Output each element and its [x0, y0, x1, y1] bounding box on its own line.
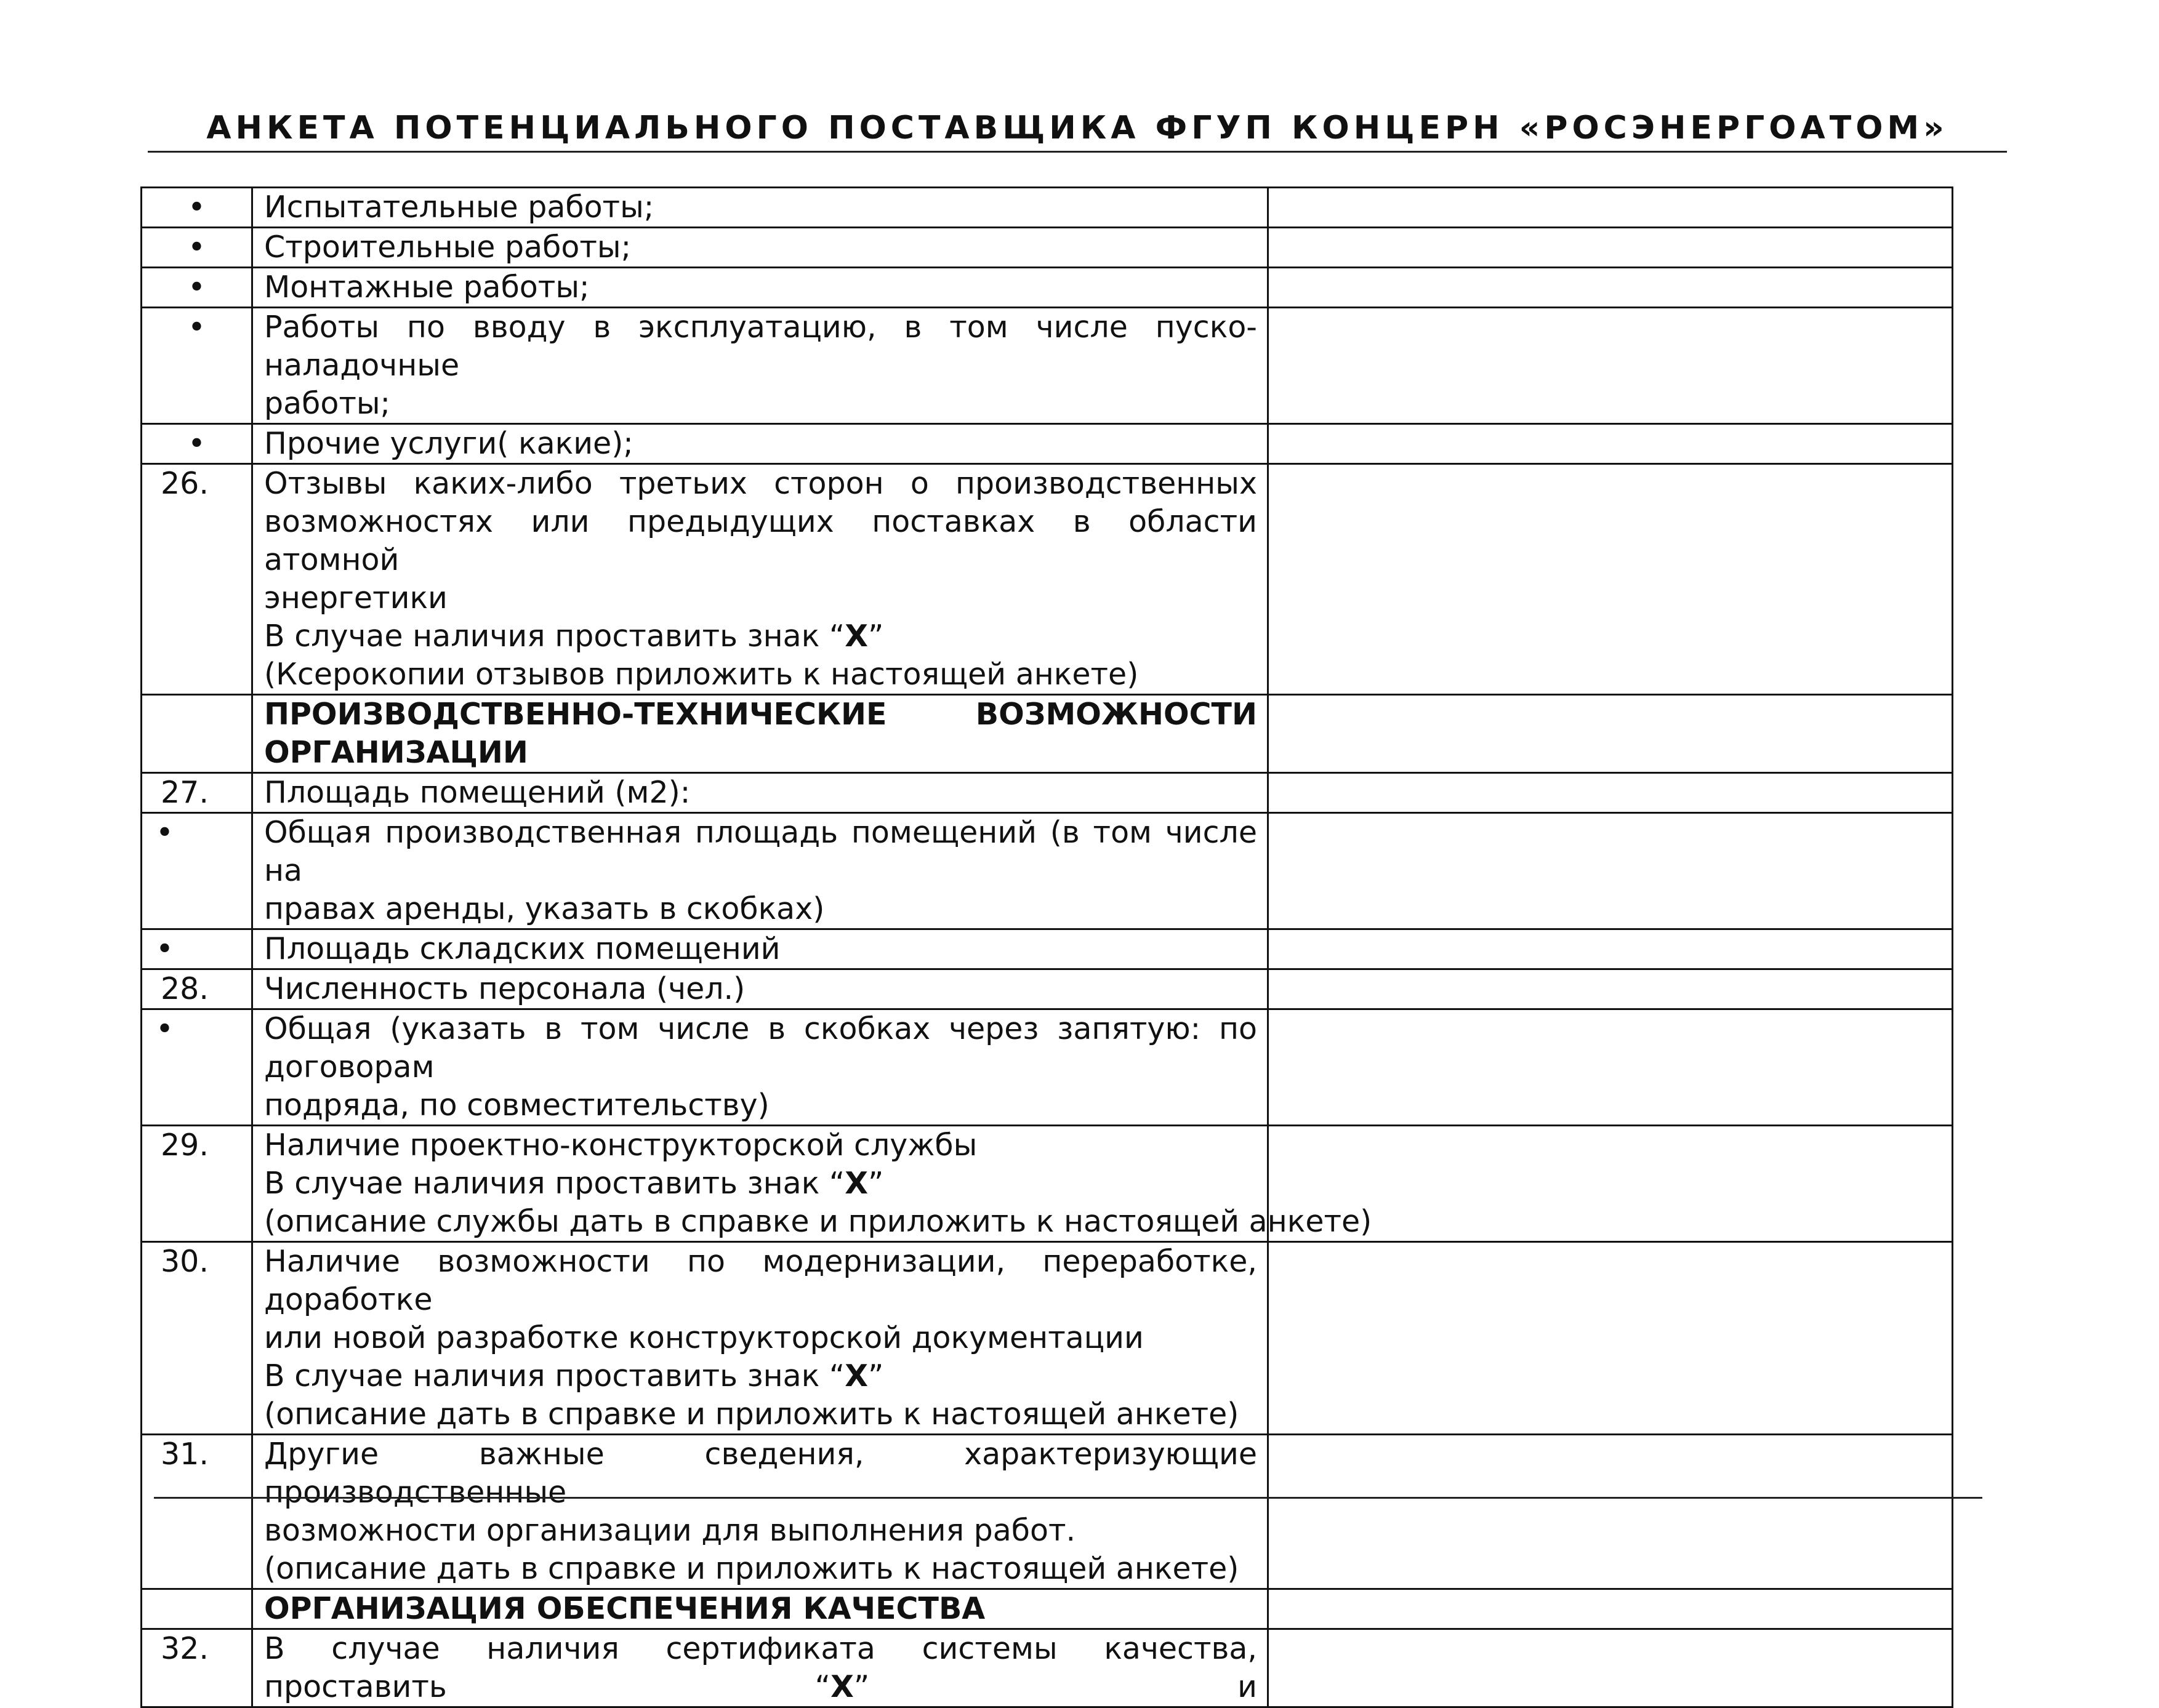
row-marker: • — [142, 308, 252, 424]
row-text-suffix: ” и — [853, 1669, 1257, 1704]
questionnaire-table — [140, 186, 1953, 1708]
mark-instruction-close: ” — [868, 619, 884, 654]
row-text-line: Работы по вводу в эксплуатацию, в том числе пуско-наладочные — [264, 310, 1257, 383]
row-text-line: правах аренды, указать в скобках) — [264, 891, 825, 926]
row-description — [252, 773, 1268, 813]
row-marker: • — [142, 268, 252, 308]
row-text-line: работы; — [264, 386, 391, 421]
row-description — [252, 1126, 1372, 1242]
row-marker: • — [142, 813, 252, 929]
row-text-line: Площадь помещений (м2): — [264, 775, 691, 810]
row-number: 26. — [142, 464, 252, 695]
row-note: (Ксерокопии отзывов приложить к настоящей анкете) — [264, 657, 1139, 692]
row-text-line: Строительные работы; — [264, 230, 632, 265]
row-description — [252, 813, 1268, 929]
answer-cell[interactable] — [1268, 1435, 1953, 1589]
answer-cell[interactable] — [1268, 188, 1953, 228]
row-text-line: Площадь складских помещений — [264, 931, 781, 966]
row-text-line: Общая производственная площадь помещений (в том числе на — [264, 815, 1257, 888]
page-header-title: АНКЕТА ПОТЕНЦИАЛЬНОГО ПОСТАВЩИКА ФГУП КОНЦЕРН «РОСЭНЕРГОАТОМ» — [206, 110, 1948, 146]
table-row — [142, 1435, 1953, 1589]
row-note: (описание дать в справке и приложить к настоящей анкете) — [264, 1397, 1239, 1432]
row-text-line: Другие важные сведения, характеризующие производственные — [264, 1437, 1257, 1510]
table-row — [142, 1242, 1953, 1435]
table-row — [142, 969, 1953, 1009]
mark-symbol: X — [845, 1358, 869, 1393]
answer-cell[interactable] — [1268, 268, 1953, 308]
row-number: 30. — [142, 1242, 252, 1435]
table-row — [142, 929, 1953, 969]
row-number — [142, 1589, 252, 1629]
row-text-line: Прочие услуги( какие); — [264, 426, 633, 461]
answer-cell[interactable] — [1268, 424, 1953, 464]
row-number: 27. — [142, 773, 252, 813]
answer-cell[interactable] — [1268, 969, 1953, 1009]
answer-cell[interactable] — [1268, 1009, 1953, 1126]
row-marker: • — [142, 929, 252, 969]
row-description — [252, 188, 1268, 228]
row-text-line: энергетики — [264, 580, 448, 615]
row-description — [252, 1629, 1268, 1707]
mark-instruction — [264, 617, 1257, 656]
footer-divider — [154, 1497, 1982, 1499]
row-text-line: Общая (указать в том числе в скобках через запятую: по договорам — [264, 1011, 1257, 1085]
row-text-line: Наличие возможности по модернизации, переработке, доработке — [264, 1244, 1257, 1317]
mark-instruction — [264, 1357, 1257, 1395]
row-description — [252, 929, 1268, 969]
mark-instruction-text: В случае наличия проставить знак “ — [264, 619, 845, 654]
row-text-line: Монтажные работы; — [264, 270, 590, 305]
row-note: (описание службы дать в справке и приложить к настоящей анкете) — [264, 1204, 1372, 1239]
table-row — [142, 813, 1953, 929]
answer-cell[interactable] — [1268, 1242, 1953, 1435]
row-text-line: Испытательные работы; — [264, 190, 654, 225]
row-number: 32. — [142, 1629, 252, 1707]
row-marker: • — [142, 228, 252, 268]
table-row — [142, 268, 1953, 308]
mark-instruction-close: ” — [868, 1166, 884, 1201]
mark-instruction-close: ” — [868, 1358, 884, 1393]
table-row — [142, 464, 1953, 695]
section-header-row — [142, 695, 1953, 773]
table-row — [142, 773, 1953, 813]
row-text-line: Отзывы каких-либо третьих сторон о производственных — [264, 466, 1257, 501]
header-divider — [148, 151, 2007, 153]
table-row — [142, 1629, 1953, 1707]
row-text-line — [264, 1630, 1257, 1706]
mark-symbol: X — [845, 619, 869, 654]
answer-cell[interactable] — [1268, 1629, 1953, 1707]
table-row — [142, 188, 1953, 228]
row-description — [252, 268, 1268, 308]
answer-cell[interactable] — [1268, 308, 1953, 424]
answer-cell[interactable] — [1268, 464, 1953, 695]
row-text-line: возможностях или предыдущих поставках в области атомной — [264, 504, 1257, 577]
mark-symbol: X — [845, 1166, 869, 1201]
row-number: 31. — [142, 1435, 252, 1589]
row-text-line: Численность персонала (чел.) — [264, 971, 746, 1006]
answer-cell[interactable] — [1268, 695, 1953, 773]
table-row — [142, 308, 1953, 424]
answer-cell[interactable] — [1268, 813, 1953, 929]
row-text-line: подряда, по совместительству) — [264, 1088, 770, 1123]
row-description — [252, 424, 1268, 464]
row-text-line: (описание дать в справке и приложить к настоящей анкете) — [264, 1551, 1239, 1586]
row-description — [252, 308, 1268, 424]
row-description — [252, 1435, 1268, 1589]
row-number — [142, 695, 252, 773]
section-header-row — [142, 1589, 1953, 1629]
answer-cell[interactable] — [1268, 1589, 1953, 1629]
row-description — [252, 464, 1268, 695]
section-title-line: ОРГАНИЗАЦИЯ ОБЕСПЕЧЕНИЯ КАЧЕСТВА — [264, 1591, 986, 1626]
mark-symbol: X — [830, 1669, 854, 1704]
section-title — [252, 695, 1268, 773]
row-marker: • — [142, 188, 252, 228]
section-title — [252, 1589, 1268, 1629]
row-text-line: или новой разработке конструкторской документации — [264, 1320, 1144, 1355]
section-title-line: ПРОИЗВОДСТВЕННО-ТЕХНИЧЕСКИЕ ВОЗМОЖНОСТИ — [264, 697, 1257, 732]
row-text-line: возможности организации для выполнения работ. — [264, 1513, 1076, 1548]
row-description — [252, 1242, 1268, 1435]
row-text-line: Наличие проектно-конструкторской службы — [264, 1128, 978, 1163]
row-number: 29. — [142, 1126, 252, 1242]
mark-instruction-text: В случае наличия проставить знак “ — [264, 1166, 845, 1201]
section-title-line: ОРГАНИЗАЦИИ — [264, 735, 528, 770]
table-row — [142, 1126, 1953, 1242]
row-text-prefix: В случае наличия сертификата системы качества, проставить “ — [264, 1631, 1257, 1704]
table-row — [142, 1009, 1953, 1126]
table-row — [142, 228, 1953, 268]
row-description — [252, 228, 1268, 268]
row-marker: • — [142, 1009, 252, 1126]
answer-cell[interactable] — [1268, 929, 1953, 969]
row-number: 28. — [142, 969, 252, 1009]
answer-cell[interactable] — [1268, 773, 1953, 813]
answer-cell[interactable] — [1268, 228, 1953, 268]
mark-instruction — [264, 1165, 1257, 1203]
row-description — [252, 1009, 1268, 1126]
table-row — [142, 424, 1953, 464]
row-marker: • — [142, 424, 252, 464]
mark-instruction-text: В случае наличия проставить знак “ — [264, 1358, 845, 1393]
row-description — [252, 969, 1268, 1009]
